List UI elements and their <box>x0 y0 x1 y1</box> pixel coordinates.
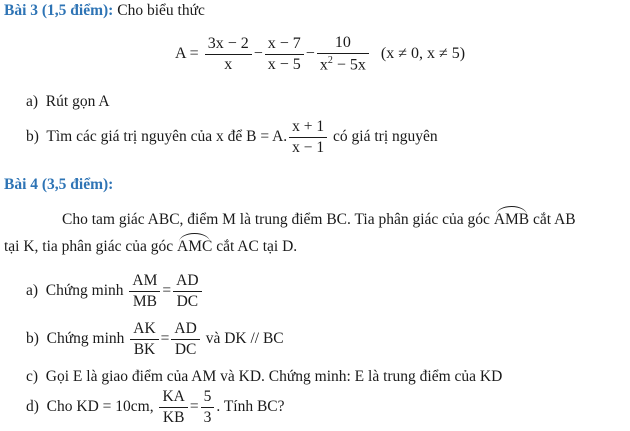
part-text: Chứng minh <box>45 281 124 299</box>
problem-4-paragraph-line-2 <box>4 238 297 256</box>
problem-4-part-a <box>26 272 204 311</box>
problem-4-part-d <box>26 388 285 427</box>
problem-4-paragraph-line-1 <box>62 211 576 229</box>
fraction-denominator: 3 <box>203 408 212 426</box>
fraction-numerator: KA <box>159 388 187 408</box>
equals-sign: = <box>160 329 170 347</box>
problem-3-part-b <box>26 118 438 157</box>
fraction-3-denominator <box>317 54 369 75</box>
fraction-numerator: 5 <box>201 388 215 408</box>
equals-sign: = <box>189 397 199 415</box>
fraction-1-numerator: 3x − 2 <box>205 35 252 55</box>
minus-sign-1: − <box>253 45 263 63</box>
part-text-after: . Tính BC? <box>216 397 285 415</box>
part-label: b) <box>26 329 39 347</box>
part-text: Cho KD = 10cm, <box>46 397 154 415</box>
problem-3-intro: Cho biểu thức <box>117 2 205 19</box>
problem-3-title: Bài 3 (1,5 điểm): <box>4 2 114 19</box>
fraction-denominator: DC <box>174 340 197 358</box>
part-label: c) <box>26 368 39 385</box>
fraction-numerator: AM <box>129 272 160 292</box>
part-text-after: có giá trị nguyên <box>333 127 438 145</box>
fraction-b <box>289 118 327 157</box>
part-label: d) <box>26 397 39 415</box>
fraction-ka-kb <box>159 388 187 427</box>
problem-4-heading <box>4 176 113 194</box>
part-text: Rút gọn A <box>45 93 110 110</box>
fraction-2-numerator: x − 7 <box>265 35 304 55</box>
paragraph-text-after: cắt AC tại D. <box>216 238 298 255</box>
angle-amb: AMB <box>493 211 530 228</box>
fraction-am-mb <box>129 272 160 311</box>
part-label: a) <box>26 281 39 299</box>
fraction-3-den-rest: − 5x <box>332 56 366 74</box>
expression-a <box>175 34 465 75</box>
fraction-2-denominator: x − 5 <box>267 56 301 74</box>
fraction-ad-dc <box>171 320 199 359</box>
fraction-ak-bk <box>130 320 158 359</box>
angle-amc: AMC <box>177 238 213 255</box>
fraction-3 <box>317 34 369 75</box>
fraction-b-numerator: x + 1 <box>289 118 327 138</box>
fraction-3-den-base: x <box>319 56 328 74</box>
formula-condition: (x ≠ 0, x ≠ 5) <box>380 45 466 63</box>
problem-4-title: Bài 4 (3,5 điểm): <box>4 176 114 193</box>
fraction-3-den-exponent: 2 <box>327 55 333 67</box>
paragraph-text: Cho tam giác ABC, điểm M là trung điểm BC. Tia phân giác của góc <box>62 211 490 228</box>
fraction-numerator: AD <box>171 320 199 340</box>
part-label: a) <box>26 93 39 110</box>
part-label: b) <box>26 127 39 145</box>
part-text-after: và DK // BC <box>205 329 284 347</box>
minus-sign-2: − <box>305 45 315 63</box>
part-text: Gọi E là giao điểm của AM và KD. Chứng minh: E là trung điểm của KD <box>45 368 503 385</box>
problem-3-part-a <box>26 93 110 111</box>
fraction-denominator: BK <box>133 340 156 358</box>
formula-lhs: A = <box>175 45 199 63</box>
part-text: Chứng minh <box>46 329 125 347</box>
paragraph-text: tại K, tia phân giác của góc <box>4 238 174 255</box>
fraction-numerator: AD <box>173 272 201 292</box>
problem-3-heading <box>4 2 205 20</box>
fraction-denominator: MB <box>132 292 157 310</box>
fraction-1 <box>205 35 252 75</box>
problem-4-part-c <box>26 368 502 386</box>
part-text: Tìm các giá trị nguyên của x để B = A. <box>46 127 288 145</box>
problem-4-part-b <box>26 320 284 359</box>
fraction-b-denominator: x − 1 <box>292 138 325 156</box>
fraction-5-3 <box>201 388 215 427</box>
fraction-numerator: AK <box>130 320 158 340</box>
fraction-1-denominator: x <box>224 56 233 74</box>
fraction-3-numerator: 10 <box>317 34 369 54</box>
fraction-ad-dc <box>173 272 201 311</box>
fraction-denominator: KB <box>162 408 185 426</box>
equals-sign: = <box>162 281 172 299</box>
paragraph-text-after: cắt AB <box>533 211 576 228</box>
fraction-2 <box>265 35 304 75</box>
fraction-denominator: DC <box>176 292 199 310</box>
